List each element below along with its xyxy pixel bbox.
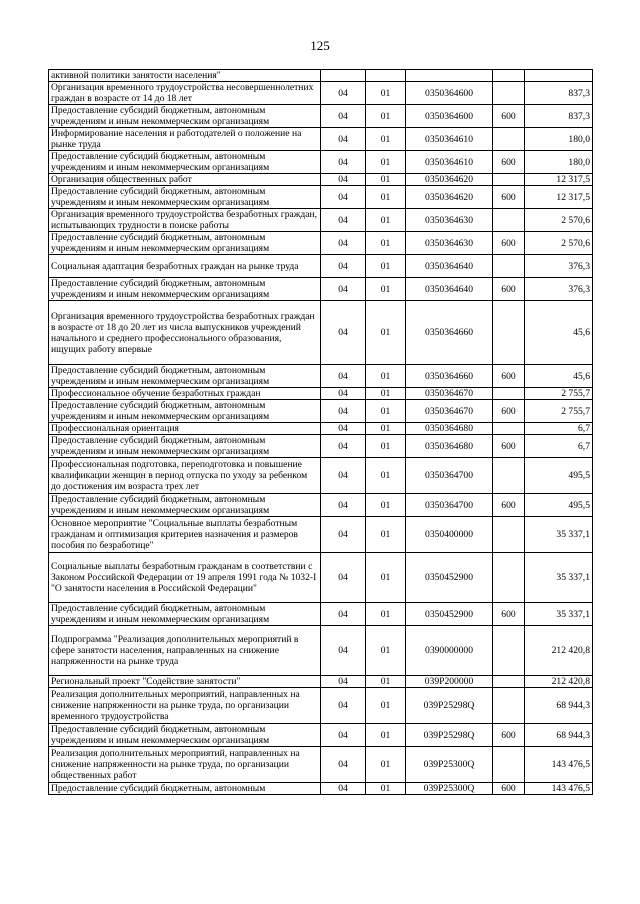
row-section-cell: 04 <box>321 553 366 603</box>
table-row <box>49 783 593 795</box>
row-expense-type-cell <box>493 553 525 603</box>
row-section-cell: 04 <box>321 255 366 278</box>
row-section-cell: 04 <box>321 517 366 553</box>
row-name-cell: активной политики занятости населения" <box>49 70 321 82</box>
row-expense-type-cell <box>493 209 525 232</box>
row-expense-type-cell <box>493 517 525 553</box>
row-expense-type-cell: 600 <box>493 278 525 301</box>
row-name-cell: Информирование населения и работодателей о положение на рынке труда <box>49 128 321 151</box>
row-section-cell: 04 <box>321 174 366 186</box>
budget-table <box>48 69 593 795</box>
table-row <box>49 151 593 174</box>
row-target-code-cell: 0350364660 <box>406 365 493 388</box>
row-subsection-cell: 01 <box>366 255 406 278</box>
row-section-cell: 04 <box>321 676 366 688</box>
budget-table-body <box>49 70 593 795</box>
row-target-code-cell: 0350364700 <box>406 494 493 517</box>
row-name-cell: Профессиональная ориентация <box>49 423 321 435</box>
row-section-cell: 04 <box>321 365 366 388</box>
row-name-cell: Предоставление субсидий бюджетным, автономным учреждениям и иным некоммерческим организациям <box>49 232 321 255</box>
row-amount-cell: 212 420,8 <box>525 676 593 688</box>
row-subsection-cell: 01 <box>366 278 406 301</box>
table-row <box>49 255 593 278</box>
row-section-cell: 04 <box>321 151 366 174</box>
row-section-cell: 04 <box>321 747 366 783</box>
table-row <box>49 688 593 724</box>
row-amount-cell: 2 570,6 <box>525 209 593 232</box>
row-name-cell: Предоставление субсидий бюджетным, автономным учреждениям и иным некоммерческим организациям <box>49 186 321 209</box>
row-section-cell: 04 <box>321 301 366 365</box>
row-subsection-cell: 01 <box>366 517 406 553</box>
row-amount-cell: 68 944,3 <box>525 724 593 747</box>
row-name-cell: Социальные выплаты безработным гражданам в соответствии с Законом Российской Федерации от 19 апреля 1991 года № 1032-I "О занятости населения в Российской Федерации" <box>49 553 321 603</box>
row-subsection-cell: 01 <box>366 400 406 423</box>
row-section-cell: 04 <box>321 724 366 747</box>
row-name-cell: Предоставление субсидий бюджетным, автономным учреждениям и иным некоммерческим организациям <box>49 278 321 301</box>
row-section-cell: 04 <box>321 278 366 301</box>
row-expense-type-cell: 600 <box>493 151 525 174</box>
row-name-cell: Предоставление субсидий бюджетным, автономным учреждениям и иным некоммерческим организациям <box>49 151 321 174</box>
row-target-code-cell: 0350364610 <box>406 128 493 151</box>
row-subsection-cell: 01 <box>366 151 406 174</box>
row-target-code-cell: 0350364680 <box>406 435 493 458</box>
table-row <box>49 423 593 435</box>
row-subsection-cell: 01 <box>366 747 406 783</box>
row-amount-cell: 143 476,5 <box>525 747 593 783</box>
row-subsection-cell: 01 <box>366 209 406 232</box>
row-amount-cell: 6,7 <box>525 435 593 458</box>
row-subsection-cell: 01 <box>366 423 406 435</box>
row-expense-type-cell <box>493 676 525 688</box>
row-subsection-cell: 01 <box>366 105 406 128</box>
row-subsection-cell: 01 <box>366 388 406 400</box>
row-target-code-cell: 0350364610 <box>406 151 493 174</box>
row-expense-type-cell <box>493 255 525 278</box>
row-amount-cell: 180,0 <box>525 151 593 174</box>
row-amount-cell: 495,5 <box>525 458 593 494</box>
row-name-cell: Предоставление субсидий бюджетным, автономным учреждениям и иным некоммерческим организациям <box>49 365 321 388</box>
row-subsection-cell: 01 <box>366 435 406 458</box>
row-section-cell: 04 <box>321 209 366 232</box>
row-name-cell: Организация общественных работ <box>49 174 321 186</box>
table-row <box>49 278 593 301</box>
table-row <box>49 301 593 365</box>
row-name-cell: Предоставление субсидий бюджетным, автономным учреждениям и иным некоммерческим организациям <box>49 494 321 517</box>
table-row <box>49 186 593 209</box>
row-section-cell: 04 <box>321 626 366 676</box>
row-name-cell: Предоставление субсидий бюджетным, автономным учреждениям и иным некоммерческим организациям <box>49 105 321 128</box>
row-name-cell: Подпрограмма "Реализация дополнительных мероприятий в сфере занятости населения, направленных на снижение напряженности на рынке труда <box>49 626 321 676</box>
table-row <box>49 209 593 232</box>
row-subsection-cell: 01 <box>366 688 406 724</box>
row-section-cell: 04 <box>321 232 366 255</box>
row-name-cell: Профессиональное обучение безработных граждан <box>49 388 321 400</box>
row-target-code-cell: 0350364680 <box>406 423 493 435</box>
row-target-code-cell <box>406 70 493 82</box>
row-subsection-cell: 01 <box>366 301 406 365</box>
row-amount-cell: 212 420,8 <box>525 626 593 676</box>
row-amount-cell: 2 755,7 <box>525 388 593 400</box>
row-expense-type-cell <box>493 626 525 676</box>
row-target-code-cell: 0350364660 <box>406 301 493 365</box>
row-expense-type-cell <box>493 423 525 435</box>
table-row <box>49 400 593 423</box>
row-subsection-cell: 01 <box>366 186 406 209</box>
row-name-cell: Организация временного трудоустройства безработных граждан в возрасте от 18 до 20 лет из числа выпускников учреждений начального и среднего профессионального образования, ищущих работу впервые <box>49 301 321 365</box>
row-expense-type-cell <box>493 388 525 400</box>
table-row <box>49 232 593 255</box>
row-expense-type-cell: 600 <box>493 365 525 388</box>
row-name-cell: Основное мероприятие "Социальные выплаты безработным гражданам и оптимизация критериев назначения и размеров пособия по безработице" <box>49 517 321 553</box>
row-amount-cell: 2 570,6 <box>525 232 593 255</box>
row-section-cell: 04 <box>321 688 366 724</box>
row-target-code-cell: 0350364630 <box>406 232 493 255</box>
row-target-code-cell: 0350364600 <box>406 82 493 105</box>
row-target-code-cell: 0350400000 <box>406 517 493 553</box>
row-target-code-cell: 0350364640 <box>406 278 493 301</box>
row-expense-type-cell <box>493 174 525 186</box>
row-target-code-cell: 0350364670 <box>406 400 493 423</box>
row-expense-type-cell <box>493 747 525 783</box>
row-amount-cell: 12 317,5 <box>525 186 593 209</box>
row-amount-cell: 2 755,7 <box>525 400 593 423</box>
row-expense-type-cell <box>493 458 525 494</box>
row-section-cell: 04 <box>321 603 366 626</box>
row-subsection-cell: 01 <box>366 232 406 255</box>
row-amount-cell: 12 317,5 <box>525 174 593 186</box>
row-target-code-cell: 039P25300Q <box>406 747 493 783</box>
table-row <box>49 435 593 458</box>
row-subsection-cell: 01 <box>366 458 406 494</box>
row-target-code-cell: 0350364640 <box>406 255 493 278</box>
row-section-cell: 04 <box>321 82 366 105</box>
row-expense-type-cell: 600 <box>493 494 525 517</box>
row-expense-type-cell: 600 <box>493 435 525 458</box>
row-amount-cell: 68 944,3 <box>525 688 593 724</box>
row-section-cell: 04 <box>321 186 366 209</box>
row-name-cell: Организация временного трудоустройства несовершеннолетних граждан в возрасте от 14 до 18 лет <box>49 82 321 105</box>
row-target-code-cell: 039P25300Q <box>406 783 493 795</box>
row-target-code-cell: 039P25298Q <box>406 724 493 747</box>
row-name-cell: Предоставление субсидий бюджетным, автономным учреждениям и иным некоммерческим организациям <box>49 724 321 747</box>
row-amount-cell: 495,5 <box>525 494 593 517</box>
row-amount-cell: 837,3 <box>525 105 593 128</box>
table-row <box>49 388 593 400</box>
row-expense-type-cell: 600 <box>493 232 525 255</box>
row-amount-cell: 376,3 <box>525 278 593 301</box>
row-subsection-cell: 01 <box>366 82 406 105</box>
table-row <box>49 747 593 783</box>
row-amount-cell: 6,7 <box>525 423 593 435</box>
row-section-cell: 04 <box>321 458 366 494</box>
row-amount-cell: 35 337,1 <box>525 553 593 603</box>
row-target-code-cell: 0350364700 <box>406 458 493 494</box>
table-row <box>49 517 593 553</box>
row-target-code-cell: 0350452900 <box>406 553 493 603</box>
row-subsection-cell: 01 <box>366 724 406 747</box>
row-target-code-cell: 0350364620 <box>406 174 493 186</box>
row-subsection-cell: 01 <box>366 626 406 676</box>
row-expense-type-cell: 600 <box>493 783 525 795</box>
row-target-code-cell: 0390000000 <box>406 626 493 676</box>
row-subsection-cell: 01 <box>366 783 406 795</box>
row-section-cell: 04 <box>321 783 366 795</box>
row-target-code-cell: 0350364600 <box>406 105 493 128</box>
row-amount-cell: 376,3 <box>525 255 593 278</box>
row-expense-type-cell: 600 <box>493 186 525 209</box>
row-section-cell: 04 <box>321 388 366 400</box>
row-subsection-cell: 01 <box>366 553 406 603</box>
row-amount-cell: 45,6 <box>525 301 593 365</box>
row-target-code-cell: 0350364670 <box>406 388 493 400</box>
row-subsection-cell: 01 <box>366 676 406 688</box>
row-section-cell: 04 <box>321 423 366 435</box>
row-name-cell: Предоставление субсидий бюджетным, автономным учреждениям и иным некоммерческим организациям <box>49 603 321 626</box>
row-subsection-cell: 01 <box>366 174 406 186</box>
row-amount-cell: 180,0 <box>525 128 593 151</box>
row-target-code-cell: 0350452900 <box>406 603 493 626</box>
table-row <box>49 603 593 626</box>
row-expense-type-cell: 600 <box>493 400 525 423</box>
row-amount-cell: 35 337,1 <box>525 603 593 626</box>
table-row <box>49 128 593 151</box>
row-target-code-cell: 039P25298Q <box>406 688 493 724</box>
row-section-cell: 04 <box>321 105 366 128</box>
table-row <box>49 70 593 82</box>
row-amount-cell <box>525 70 593 82</box>
page-number: 125 <box>310 38 330 53</box>
row-section-cell <box>321 70 366 82</box>
row-target-code-cell: 039P200000 <box>406 676 493 688</box>
row-expense-type-cell <box>493 70 525 82</box>
row-subsection-cell: 01 <box>366 365 406 388</box>
row-expense-type-cell: 600 <box>493 724 525 747</box>
table-row <box>49 724 593 747</box>
table-row <box>49 494 593 517</box>
row-amount-cell: 45,6 <box>525 365 593 388</box>
row-expense-type-cell <box>493 301 525 365</box>
row-expense-type-cell <box>493 128 525 151</box>
table-row <box>49 553 593 603</box>
row-expense-type-cell <box>493 82 525 105</box>
row-amount-cell: 143 476,5 <box>525 783 593 795</box>
row-expense-type-cell <box>493 688 525 724</box>
row-amount-cell: 837,3 <box>525 82 593 105</box>
row-target-code-cell: 0350364620 <box>406 186 493 209</box>
row-subsection-cell <box>366 70 406 82</box>
table-row <box>49 458 593 494</box>
row-subsection-cell: 01 <box>366 494 406 517</box>
row-name-cell: Региональный проект "Содействие занятости" <box>49 676 321 688</box>
table-row <box>49 676 593 688</box>
row-expense-type-cell: 600 <box>493 105 525 128</box>
row-name-cell: Профессиональная подготовка, переподготовка и повышение квалификации женщин в период отпуска по уходу за ребенком до достижения им возраста трех лет <box>49 458 321 494</box>
row-section-cell: 04 <box>321 400 366 423</box>
row-name-cell: Предоставление субсидий бюджетным, автономным учреждениям и иным некоммерческим организациям <box>49 400 321 423</box>
table-row <box>49 105 593 128</box>
row-section-cell: 04 <box>321 128 366 151</box>
table-row <box>49 626 593 676</box>
row-name-cell: Предоставление субсидий бюджетным, автономным учреждениям и иным некоммерческим организациям <box>49 435 321 458</box>
row-name-cell: Реализация дополнительных мероприятий, направленных на снижение напряженности на рынке труда, по организации временного трудоустройства <box>49 688 321 724</box>
row-subsection-cell: 01 <box>366 603 406 626</box>
row-target-code-cell: 0350364630 <box>406 209 493 232</box>
table-row <box>49 174 593 186</box>
row-name-cell: Социальная адаптация безработных граждан на рынке труда <box>49 255 321 278</box>
row-name-cell: Реализация дополнительных мероприятий, направленных на снижение напряженности на рынке труда, по организации общественных работ <box>49 747 321 783</box>
row-name-cell: Предоставление субсидий бюджетным, автономным <box>49 783 321 795</box>
row-subsection-cell: 01 <box>366 128 406 151</box>
row-amount-cell: 35 337,1 <box>525 517 593 553</box>
row-expense-type-cell: 600 <box>493 603 525 626</box>
table-row <box>49 365 593 388</box>
row-name-cell: Организация временного трудоустройства безработных граждан, испытывающих трудности в поиске работы <box>49 209 321 232</box>
table-row <box>49 82 593 105</box>
row-section-cell: 04 <box>321 435 366 458</box>
row-section-cell: 04 <box>321 494 366 517</box>
